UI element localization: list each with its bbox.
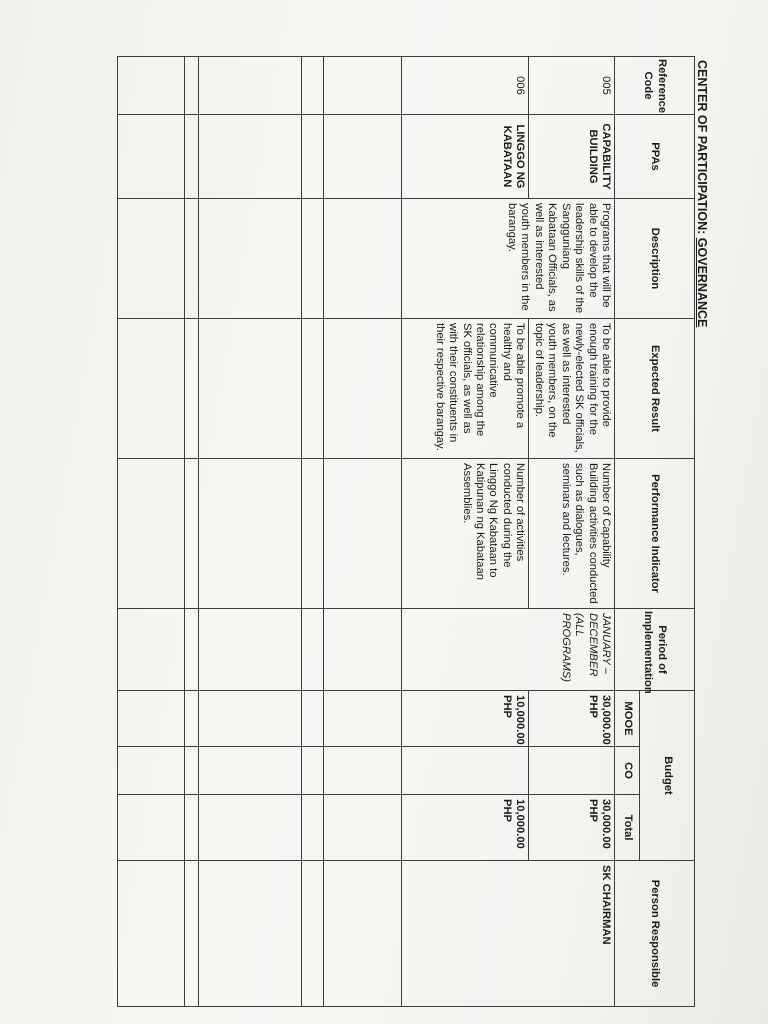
cell-person: SK CHAIRMAN [402,861,615,1007]
cell-indicator: Number of Capability Building activities conducted such as dialogues, seminars and lectures. [529,459,615,609]
table-row [529,57,615,1007]
header-mooe: MOOE [615,691,640,747]
cell-mooe: 30,000.00 PHP [529,691,615,747]
cell-description: Programs that will be able to develop the leadership skills of the Sangguniang Kabataan Officials, as well as interested youth members in the barangay. [402,199,615,319]
header-person-responsible: Person Responsible [615,861,695,1007]
ppa-table [117,56,695,1007]
header-co: CO [615,747,640,795]
header-description: Description [615,199,695,319]
table-row-empty [324,57,402,1007]
header-performance-indicator: Performance Indicator [615,459,695,609]
cell-total: 10,000.00 PHP [402,795,529,861]
header-ppas: PPAs [615,115,695,199]
cell-expected: To be able promote a healthy and communicative relationship among the SK officials, as well as with their constituents in their respective barangay. [402,319,529,459]
cell-ref: 006 [402,57,529,115]
cell-ppa: LINGGO NG KABATAAN [402,115,529,199]
header-period: Period of Implementation [615,609,695,691]
header-budget: Budget [640,691,695,861]
page-title [695,60,709,327]
cell-ppa: CAPABILITY BUILDING [529,115,615,199]
cell-mooe: 10,000.00 PHP [402,691,529,747]
header-expected-result: Expected Result [615,319,695,459]
table-row-empty [118,57,185,1007]
cell-indicator: Number of activities conducted during the Linggo Ng Kabataan to Katipunan ng Kabataan Assemblies. [402,459,529,609]
cell-total: 30,000.00 PHP [529,795,615,861]
cell-expected: To be able to provide enough training for the newly-elected SK officials, as well as interested youth members, on the topic of leadership. [529,319,615,459]
cell-period: JANUARY – DECEMBER (ALL PROGRAMS) [402,609,615,691]
header-total: Total [615,795,640,861]
cell-co [529,747,615,795]
header-row [640,57,695,1007]
header-reference-code: Reference Code [615,57,695,115]
cell-co [402,747,529,795]
table-row-empty [302,57,324,1007]
cell-ref: 005 [529,57,615,115]
title-prefix: CENTER OF PARTICIPATION: [695,60,709,238]
table-row-empty [185,57,199,1007]
table-row-empty [199,57,302,1007]
title-value: GOVERNANCE [695,237,709,328]
